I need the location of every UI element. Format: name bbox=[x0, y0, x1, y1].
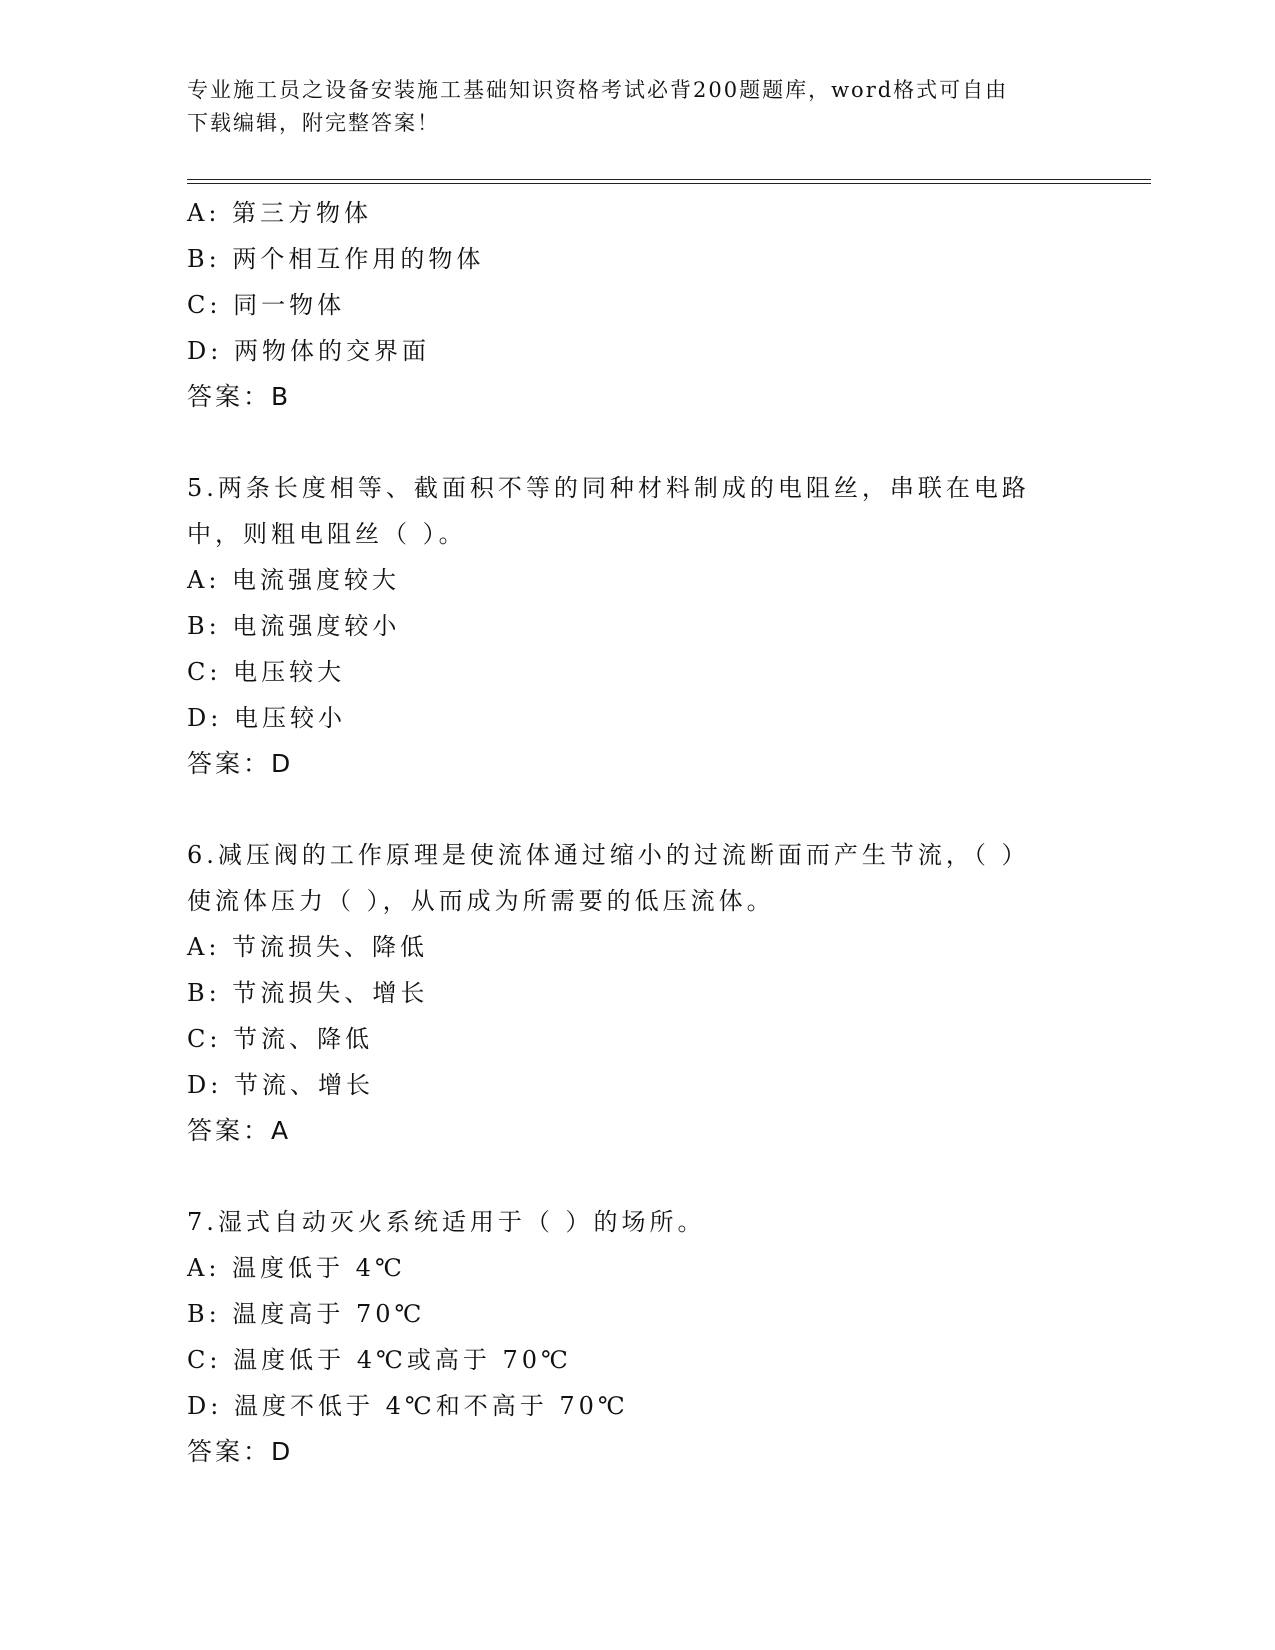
option-d: D: 节流、增长 bbox=[187, 1071, 374, 1099]
header-line-2: 下载编辑，附完整答案！ bbox=[187, 111, 440, 135]
document-header bbox=[187, 74, 1067, 140]
header-line-1: 专业施工员之设备安装施工基础知识资格考试必背200题题库，word格式可自由 bbox=[187, 78, 1009, 102]
header-divider bbox=[187, 179, 1151, 184]
option-a: A: 第三方物体 bbox=[187, 199, 373, 227]
option-c: C: 同一物体 bbox=[187, 291, 346, 319]
question-stem-line-1: 5.两条长度相等、截面积不等的同种材料制成的电阻丝，串联在电路 bbox=[187, 474, 1030, 502]
option-d: D: 两物体的交界面 bbox=[187, 337, 430, 365]
question-7 bbox=[187, 1199, 1087, 1475]
option-a: A: 温度低于 4℃ bbox=[187, 1254, 406, 1282]
option-b: B: 电流强度较小 bbox=[187, 612, 401, 640]
question-5 bbox=[187, 465, 1087, 787]
question-list bbox=[187, 190, 1087, 1475]
answer: 答案：B bbox=[187, 382, 292, 411]
option-b: B: 节流损失、增长 bbox=[187, 979, 429, 1007]
question-stem-line-2: 使流体压力（ ），从而成为所需要的低压流体。 bbox=[187, 887, 775, 915]
option-d: D: 电压较小 bbox=[187, 704, 346, 732]
option-a: A: 电流强度较大 bbox=[187, 566, 401, 594]
question-stem-line-2: 中，则粗电阻丝（ ）。 bbox=[187, 520, 467, 548]
option-c: C: 温度低于 4℃或高于 70℃ bbox=[187, 1346, 572, 1374]
option-b: B: 两个相互作用的物体 bbox=[187, 245, 485, 273]
answer: 答案：A bbox=[187, 1116, 292, 1145]
question-stem-line-1: 6.减压阀的工作原理是使流体通过缩小的过流断面而产生节流，（ ） bbox=[187, 841, 1030, 869]
question-stem-line-1: 7.湿式自动灭火系统适用于（ ）的场所。 bbox=[187, 1208, 706, 1236]
question-4 bbox=[187, 190, 1087, 420]
option-d: D: 温度不低于 4℃和不高于 70℃ bbox=[187, 1392, 629, 1420]
option-c: C: 电压较大 bbox=[187, 658, 346, 686]
answer: 答案：D bbox=[187, 1437, 294, 1466]
option-c: C: 节流、降低 bbox=[187, 1025, 374, 1053]
option-a: A: 节流损失、降低 bbox=[187, 933, 429, 961]
answer: 答案：D bbox=[187, 749, 294, 778]
option-b: B: 温度高于 70℃ bbox=[187, 1300, 426, 1328]
question-6 bbox=[187, 832, 1087, 1154]
